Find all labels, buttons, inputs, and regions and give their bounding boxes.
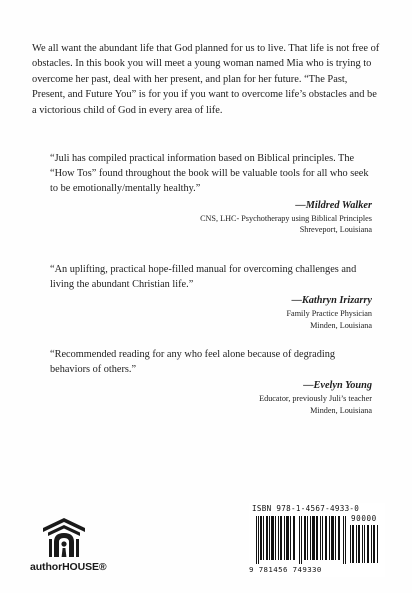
intro-paragraph: We all want the abundant life that God planned for us to live. That life is not free of obstacles. In this book you will meet a young woman named Mia who is trying to overcome her past, deal with her present, and plan for her future. “The Past, Present, and Future You” is for you if you want to overcome life’s obstacles and be a victorious child of God in every area of life.	[32, 43, 380, 116]
barcode-addon-bars	[350, 525, 380, 563]
testimonial-location: Minden, Louisiana	[310, 406, 372, 416]
testimonial-attribution	[50, 293, 372, 332]
testimonial-role: Family Practice Physician	[286, 309, 372, 319]
testimonial-1	[50, 151, 372, 236]
authorhouse-logo-icon	[41, 516, 87, 558]
barcode-digits: 9 781456 749330	[249, 565, 322, 574]
testimonial-3	[50, 347, 372, 417]
isbn-text: ISBN 978-1-4567-4933-0	[252, 504, 360, 513]
testimonial-location: Minden, Louisiana	[310, 321, 372, 331]
testimonial-attribution	[50, 198, 372, 237]
testimonial-author: —Evelyn Young	[303, 380, 372, 392]
testimonial-role: CNS, LHC- Psychotherapy using Biblical Principles	[200, 213, 372, 223]
isbn-barcode	[249, 503, 385, 577]
barcode-addon-number: 90000	[351, 514, 377, 523]
testimonial-role: Educator, previously Juli’s teacher	[259, 394, 372, 404]
testimonial-author: —Kathryn Irizarry	[291, 295, 372, 307]
publisher-logo	[30, 516, 112, 573]
testimonial-quote: “Recommended reading for any who feel alone because of degrading behaviors of others.”	[50, 349, 336, 376]
testimonial-quote: “An uplifting, practical hope-filled manual for overcoming challenges and living the abundant Christian life.”	[50, 264, 357, 291]
testimonial-2	[50, 262, 372, 332]
testimonial-author: —Mildred Walker	[295, 199, 372, 211]
testimonial-quote: “Juli has compiled practical information based on Biblical principles. The “How Tos” found throughout the book will be valuable tools for all who seek to be emotionally/mentally healthy.”	[50, 153, 369, 195]
testimonial-attribution	[50, 378, 372, 417]
publisher-name: authorHOUSE®	[30, 561, 107, 573]
testimonial-location: Shreveport, Louisiana	[299, 225, 372, 235]
barcode-bars	[255, 516, 347, 564]
